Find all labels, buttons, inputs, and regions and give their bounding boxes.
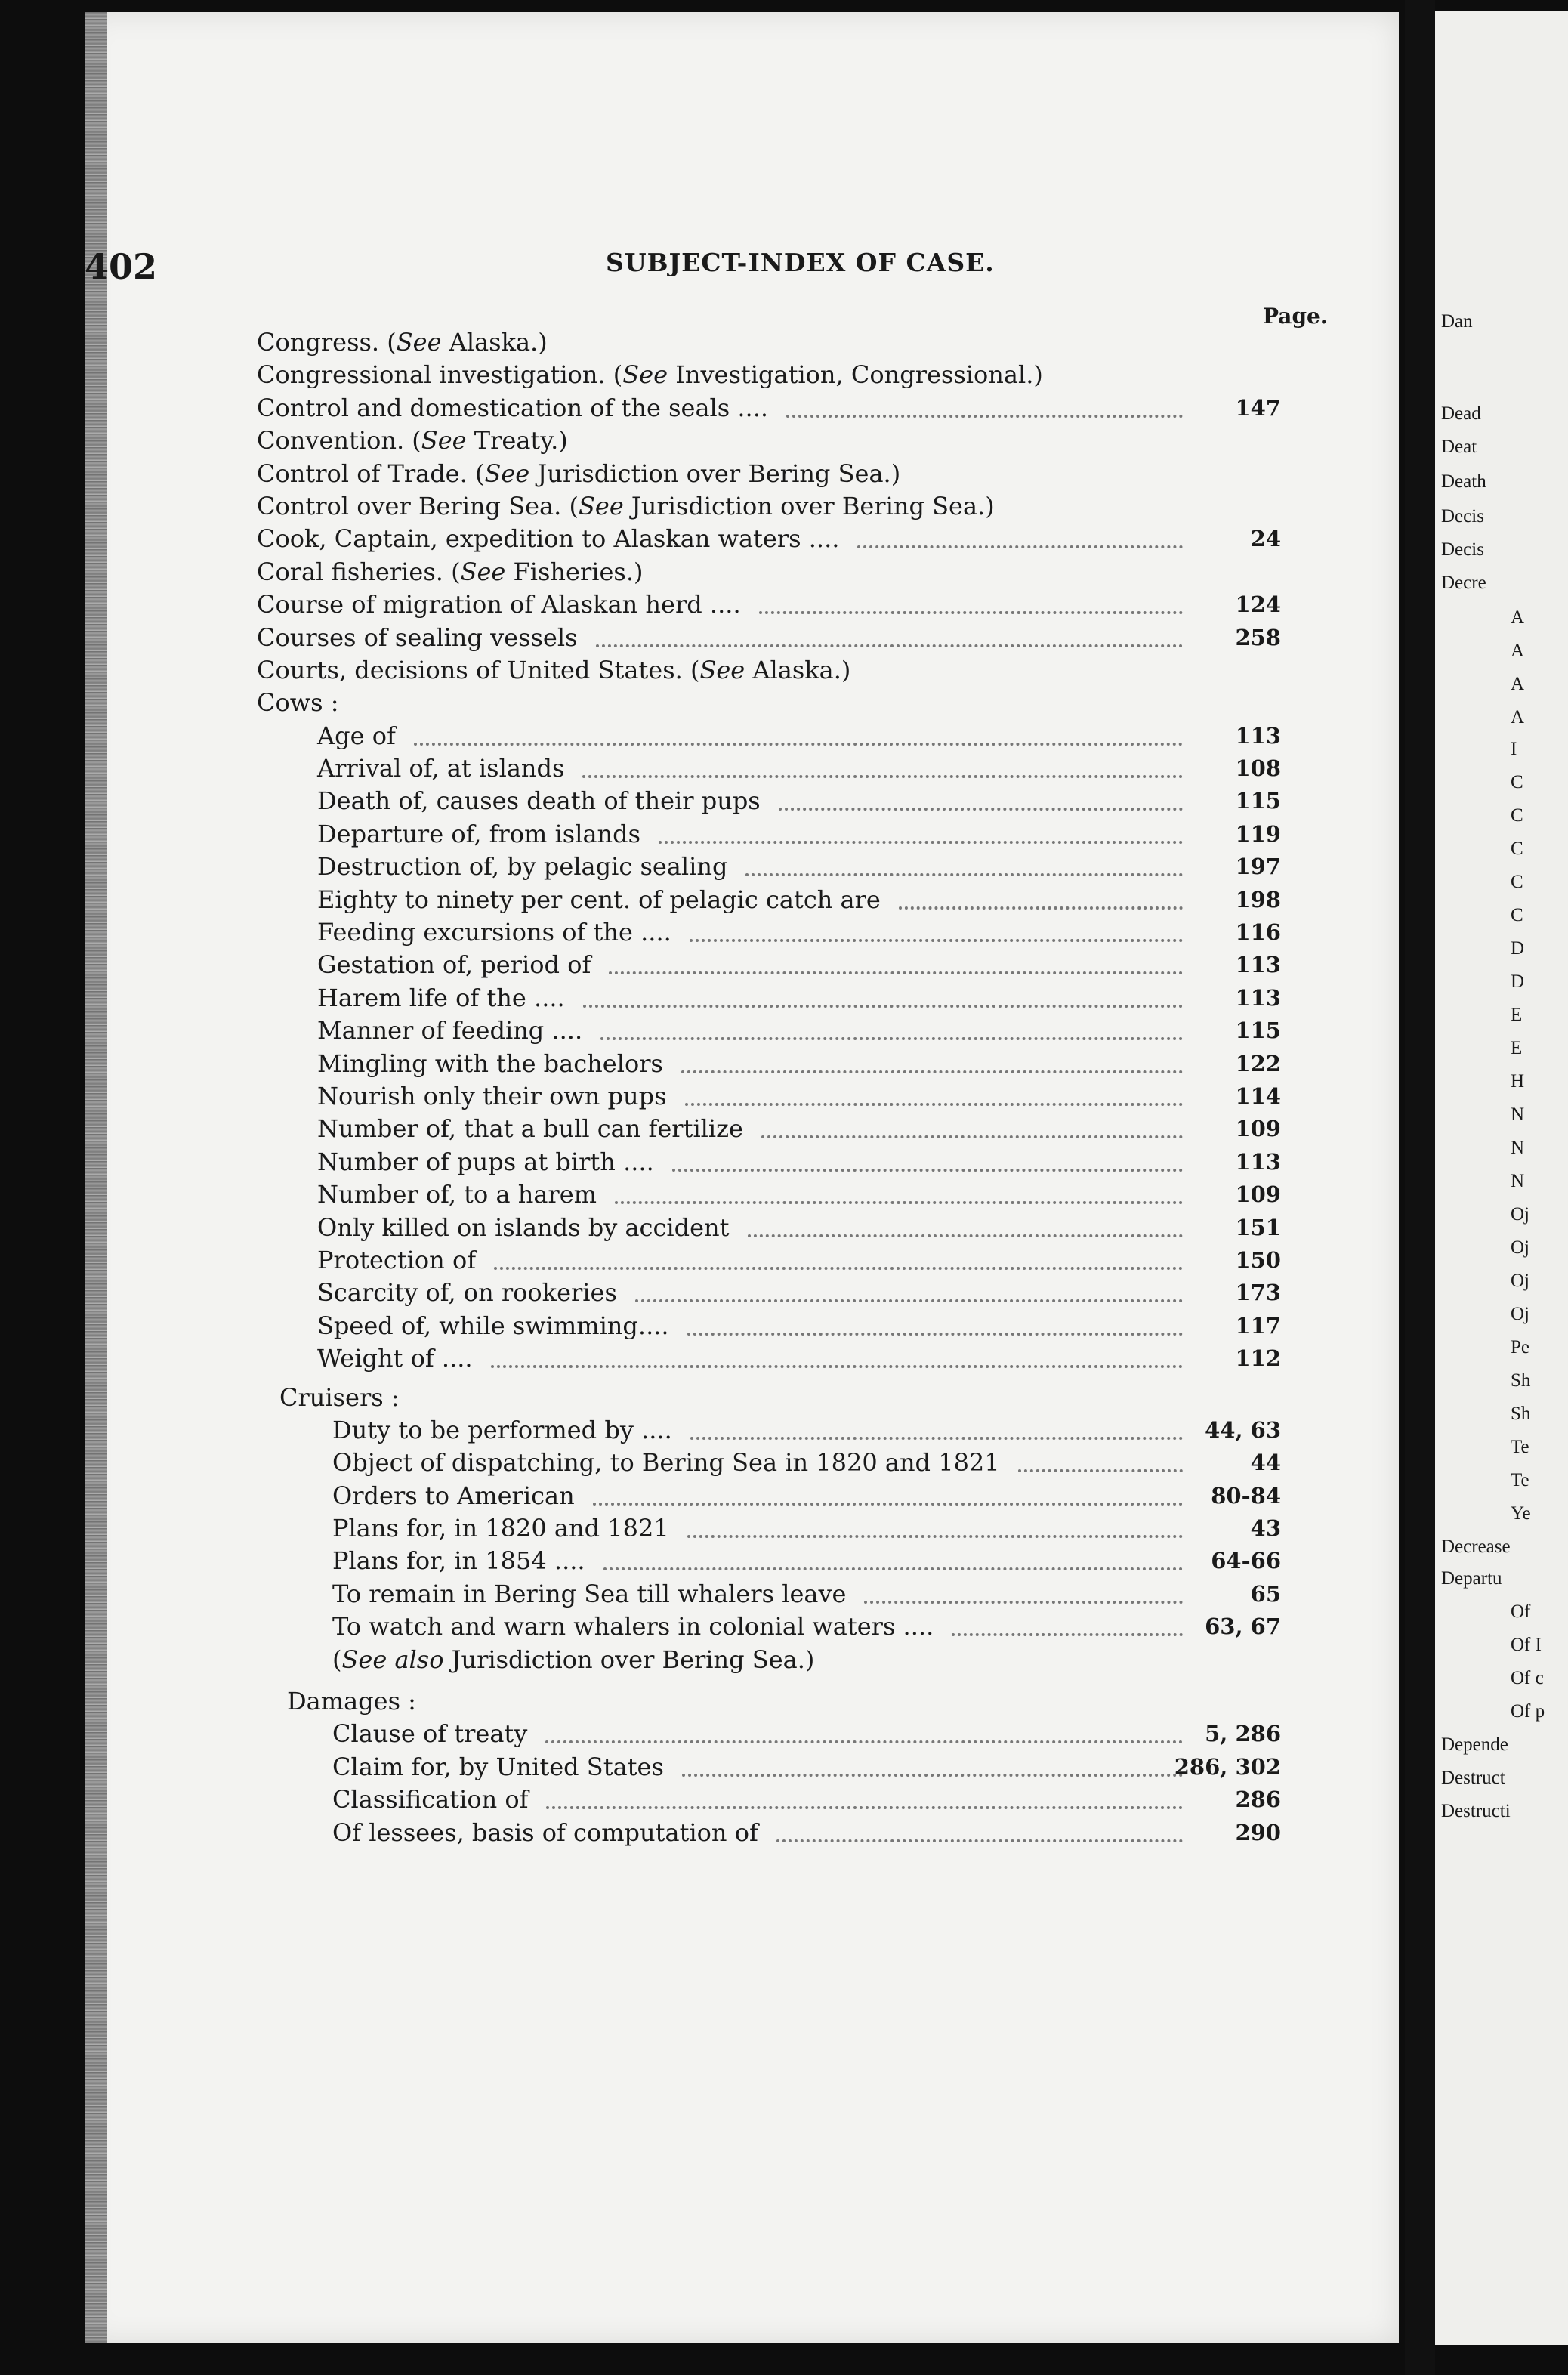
- entry-page-number: 117: [1235, 1312, 1281, 1339]
- index-entry: [257, 326, 1329, 359]
- dot-leader: [583, 990, 1183, 1008]
- entry-text: Scarcity of, on rookeries: [317, 1278, 617, 1308]
- entry-text: Protection of: [317, 1245, 477, 1274]
- page-binding-edge: [85, 12, 107, 2343]
- facing-page-text: Oj: [1511, 1237, 1529, 1258]
- facing-page-text: A: [1511, 641, 1525, 661]
- facing-page-text: Pe: [1511, 1337, 1529, 1357]
- facing-page-text: E: [1511, 1005, 1523, 1025]
- facing-page-text: Decrease: [1441, 1536, 1511, 1557]
- dot-leader: [759, 596, 1183, 614]
- entry-page-number: 44: [1250, 1450, 1281, 1476]
- index-entry: [257, 359, 1329, 391]
- dot-leader: [593, 1487, 1183, 1506]
- facing-page-text: Depende: [1441, 1734, 1508, 1755]
- facing-page-text: E: [1511, 1038, 1523, 1058]
- facing-page-text: N: [1511, 1104, 1525, 1125]
- dot-leader: [635, 1284, 1183, 1302]
- entry-text: Convention. (See Treaty.): [257, 426, 568, 456]
- entry-text: Coral fisheries. (See Fisheries.): [257, 557, 644, 586]
- entry-text: Congress. (See Alaska.): [257, 328, 548, 357]
- entry-text: Plans for, in 1854 ....: [332, 1546, 585, 1576]
- entry-text: Only killed on islands by accident: [317, 1212, 730, 1242]
- index-entry: [257, 1212, 1329, 1244]
- entry-text: Gestation of, period of: [317, 950, 591, 980]
- dot-leader: [748, 1219, 1184, 1237]
- entry-text: Control over Bering Sea. (See Jurisdiction over Bering Sea.): [257, 491, 995, 520]
- see-reference: See: [699, 655, 745, 684]
- page-number: 402: [85, 246, 158, 287]
- entry-text: Harem life of the ....: [317, 983, 565, 1012]
- dot-leader: [600, 1022, 1183, 1040]
- facing-page-text: C: [1511, 772, 1523, 792]
- entry-page-number: 286, 302: [1174, 1753, 1281, 1780]
- see-reference: See: [578, 491, 624, 520]
- facing-page-text: Te: [1511, 1437, 1529, 1457]
- entry-page-number: 113: [1235, 984, 1281, 1011]
- dot-leader: [864, 1586, 1183, 1604]
- dot-leader: [681, 1055, 1183, 1073]
- dot-leader: [672, 1154, 1183, 1172]
- facing-page-text: Deat: [1441, 437, 1477, 457]
- dot-leader: [761, 1120, 1183, 1138]
- entry-text: Object of dispatching, to Bering Sea in 1820 and 1821: [332, 1448, 1000, 1478]
- index-entry: [257, 949, 1329, 981]
- facing-page-text: H: [1511, 1071, 1525, 1092]
- dot-leader: [776, 1824, 1183, 1842]
- index-entry: [257, 654, 1329, 687]
- facing-page-text: C: [1511, 805, 1523, 826]
- facing-page-text: Decre: [1441, 573, 1486, 593]
- entry-text: Congressional investigation. (See Investigation, Congressional.): [257, 360, 1043, 390]
- index-entry: [257, 720, 1329, 752]
- facing-page-text: Decis: [1441, 506, 1484, 527]
- dot-leader: [1018, 1454, 1183, 1472]
- index-entry: [257, 884, 1329, 916]
- entry-text: Classification of: [332, 1785, 529, 1814]
- facing-page-text: D: [1511, 938, 1525, 959]
- facing-page-text: A: [1511, 707, 1525, 727]
- dot-leader: [857, 530, 1183, 548]
- facing-page-text: C: [1511, 839, 1523, 859]
- index-entry: [257, 752, 1329, 785]
- entry-text: Destruction of, by pelagic sealing: [317, 852, 728, 882]
- entry-text: Plans for, in 1820 and 1821: [332, 1514, 669, 1543]
- dot-leader: [687, 1317, 1183, 1336]
- entry-page-number: 44, 63: [1205, 1416, 1281, 1443]
- facing-page-text: Oj: [1511, 1304, 1529, 1324]
- see-reference: See: [484, 459, 530, 488]
- index-entry: [257, 1644, 1329, 1676]
- facing-page-text: Ye: [1511, 1503, 1531, 1524]
- see-reference: See: [622, 360, 668, 390]
- entry-page-number: 109: [1235, 1116, 1281, 1142]
- facing-page-text: Dan: [1441, 311, 1473, 332]
- facing-page-text: Sh: [1511, 1404, 1531, 1424]
- index-entry: [257, 622, 1329, 654]
- see-reference: See: [421, 426, 467, 456]
- entry-page-number: 115: [1235, 1018, 1281, 1044]
- facing-page-text: Of I: [1511, 1635, 1542, 1655]
- facing-page-text: Departu: [1441, 1568, 1502, 1589]
- facing-page-text: C: [1511, 905, 1523, 925]
- entry-text: Mingling with the bachelors: [317, 1049, 663, 1078]
- dot-leader: [682, 1759, 1183, 1777]
- dot-leader: [491, 1350, 1183, 1368]
- entry-text: Orders to American: [332, 1481, 575, 1510]
- dot-leader: [414, 727, 1183, 746]
- index-entry: [257, 1414, 1329, 1447]
- facing-page-text: N: [1511, 1138, 1525, 1158]
- entry-page-number: 112: [1235, 1345, 1281, 1372]
- entry-page-number: 290: [1235, 1819, 1281, 1845]
- entry-page-number: 119: [1235, 820, 1281, 847]
- index-entry: [257, 1545, 1329, 1577]
- entry-text: Weight of ....: [317, 1344, 473, 1373]
- entry-text: Claim for, by United States: [332, 1752, 664, 1781]
- entry-page-number: 150: [1235, 1246, 1281, 1273]
- entry-text: Eighty to ninety per cent. of pelagic catch are: [317, 885, 881, 914]
- dot-leader: [745, 858, 1183, 876]
- index-entry: [257, 1342, 1329, 1375]
- dot-leader: [952, 1618, 1183, 1636]
- index-entry: [257, 1578, 1329, 1611]
- dot-leader: [494, 1252, 1183, 1270]
- entry-text: Death of, causes death of their pups: [317, 786, 761, 816]
- index-entry: [257, 1277, 1329, 1309]
- dot-leader: [582, 760, 1183, 778]
- entry-text: Speed of, while swimming....: [317, 1311, 669, 1340]
- facing-page-text: A: [1511, 607, 1525, 628]
- entry-text: Of lessees, basis of computation of: [332, 1818, 758, 1847]
- facing-page-text: Decis: [1441, 539, 1484, 560]
- entry-page-number: 65: [1250, 1580, 1281, 1607]
- index-entry: [257, 1048, 1329, 1080]
- dot-leader: [786, 400, 1183, 418]
- entry-page-number: 151: [1235, 1214, 1281, 1240]
- dot-leader: [685, 1088, 1183, 1106]
- dot-leader: [690, 1422, 1183, 1440]
- entry-text: Control and domestication of the seals ....: [257, 393, 769, 422]
- entry-text: Cows :: [257, 688, 339, 718]
- index-entry: [257, 1146, 1329, 1178]
- entry-page-number: 115: [1235, 788, 1281, 814]
- facing-page-text: Oj: [1511, 1204, 1529, 1225]
- dot-leader: [687, 1520, 1183, 1538]
- entry-text: Manner of feeding ....: [317, 1016, 583, 1045]
- facing-page-text: Of p: [1511, 1701, 1545, 1722]
- index-entry: [257, 1382, 1329, 1414]
- index-entry: [257, 1113, 1329, 1145]
- index-entry: [257, 1310, 1329, 1342]
- entry-text: Cook, Captain, expedition to Alaskan waters ....: [257, 524, 840, 554]
- see-reference: See: [396, 328, 442, 357]
- entry-page-number: 113: [1235, 952, 1281, 978]
- entry-page-number: 197: [1235, 854, 1281, 880]
- index-entry: [257, 785, 1329, 817]
- entry-page-number: 113: [1235, 722, 1281, 749]
- index-entry: [257, 1784, 1329, 1816]
- dot-leader: [659, 826, 1183, 844]
- index-entry: [257, 425, 1329, 457]
- entry-text: Nourish only their own pups: [317, 1081, 667, 1110]
- entry-page-number: 24: [1250, 526, 1281, 552]
- entry-page-number: 63, 67: [1205, 1614, 1281, 1640]
- dot-leader: [779, 792, 1183, 811]
- facing-page-text: Dead: [1441, 403, 1481, 424]
- facing-page-text: C: [1511, 872, 1523, 892]
- entry-text: Departure of, from islands: [317, 819, 641, 848]
- facing-page-text: Of c: [1511, 1668, 1544, 1688]
- index-entry: [257, 818, 1329, 851]
- index-entry: [257, 851, 1329, 883]
- entry-text: To remain in Bering Sea till whalers leave: [332, 1579, 847, 1608]
- entry-page-number: 113: [1235, 1148, 1281, 1175]
- entry-page-number: 64-66: [1211, 1548, 1281, 1574]
- entry-text: To watch and warn whalers in colonial waters ....: [332, 1612, 934, 1641]
- facing-page-text: Of: [1511, 1601, 1531, 1622]
- entry-page-number: 80-84: [1211, 1482, 1281, 1509]
- index-entry: [257, 916, 1329, 949]
- entry-page-number: 108: [1235, 755, 1281, 782]
- facing-page-text: Te: [1511, 1470, 1529, 1490]
- index-entry: [257, 588, 1329, 621]
- see-reference: See: [460, 557, 506, 586]
- dot-leader: [609, 956, 1183, 974]
- entry-page-number: 173: [1235, 1280, 1281, 1306]
- entry-text: Number of pups at birth ....: [317, 1147, 654, 1176]
- dot-leader: [596, 629, 1183, 647]
- entry-page-number: 147: [1235, 394, 1281, 421]
- dot-leader: [899, 891, 1183, 910]
- entry-text: Cruisers :: [279, 1382, 400, 1412]
- index-entry: [257, 1447, 1329, 1479]
- entry-text: (See also Jurisdiction over Bering Sea.): [332, 1645, 815, 1674]
- index-entry: [257, 1718, 1329, 1750]
- entry-text: Number of, to a harem: [317, 1180, 597, 1209]
- index-entry: [257, 982, 1329, 1015]
- facing-page-text: D: [1511, 971, 1525, 992]
- dot-leader: [546, 1791, 1183, 1809]
- index-entry: [257, 556, 1329, 588]
- entry-page-number: 124: [1235, 591, 1281, 618]
- entry-text: Damages :: [287, 1687, 416, 1716]
- entry-page-number: 114: [1235, 1082, 1281, 1109]
- entry-text: Clause of treaty: [332, 1719, 528, 1749]
- entry-page-number: 198: [1235, 886, 1281, 913]
- entry-page-number: 122: [1235, 1050, 1281, 1076]
- page-column-label: Page.: [1263, 304, 1328, 329]
- index-entry: [257, 1080, 1329, 1113]
- index-entry: [257, 1685, 1329, 1718]
- facing-page-text: Oj: [1511, 1271, 1529, 1291]
- dot-leader: [615, 1186, 1183, 1204]
- index-entry: [257, 392, 1329, 425]
- entry-page-number: 116: [1235, 919, 1281, 946]
- index-entry: [257, 523, 1329, 555]
- entry-text: Courts, decisions of United States. (See Alaska.): [257, 655, 851, 684]
- entry-page-number: 258: [1235, 624, 1281, 650]
- entry-text: Number of, that a bull can fertilize: [317, 1114, 743, 1144]
- facing-page-text: A: [1511, 674, 1525, 694]
- entry-text: Courses of sealing vessels: [257, 622, 578, 652]
- entry-page-number: 109: [1235, 1181, 1281, 1208]
- entry-page-number: 43: [1250, 1515, 1281, 1542]
- entry-text: Duty to be performed by ....: [332, 1415, 672, 1444]
- index-entry: [257, 1178, 1329, 1211]
- dot-leader: [545, 1725, 1183, 1743]
- index-entry: [257, 1611, 1329, 1643]
- facing-page-text: N: [1511, 1171, 1525, 1191]
- entry-page-number: 5, 286: [1205, 1721, 1281, 1747]
- facing-page-fragment: [1435, 11, 1568, 2345]
- index-entry: [257, 1817, 1329, 1849]
- index-entry: [257, 687, 1329, 719]
- entry-text: Age of: [317, 721, 396, 750]
- see-reference: See also: [341, 1645, 444, 1674]
- index-entry: [257, 1751, 1329, 1784]
- index-entries: [257, 326, 1329, 1849]
- index-entry: [257, 1512, 1329, 1545]
- index-entry: [257, 490, 1329, 523]
- index-entry: [257, 458, 1329, 490]
- index-entry: [257, 1480, 1329, 1512]
- book-gutter: [1405, 0, 1435, 2375]
- entry-text: Feeding excursions of the ....: [317, 918, 671, 947]
- entry-text: Control of Trade. (See Jurisdiction over Bering Sea.): [257, 459, 901, 488]
- facing-page-text: Death: [1441, 471, 1486, 492]
- dot-leader: [690, 924, 1183, 942]
- page-title: SUBJECT-INDEX OF CASE.: [606, 248, 995, 277]
- dot-leader: [603, 1552, 1183, 1570]
- index-entry: [257, 1015, 1329, 1047]
- facing-page-text: Destructi: [1441, 1801, 1511, 1821]
- entry-text: Arrival of, at islands: [317, 754, 565, 783]
- facing-page-text: Destruct: [1441, 1768, 1505, 1788]
- entry-page-number: 286: [1235, 1787, 1281, 1813]
- index-entry: [257, 1244, 1329, 1277]
- entry-text: Course of migration of Alaskan herd ....: [257, 590, 741, 619]
- facing-page-text: Sh: [1511, 1370, 1531, 1391]
- facing-page-text: I: [1511, 739, 1517, 759]
